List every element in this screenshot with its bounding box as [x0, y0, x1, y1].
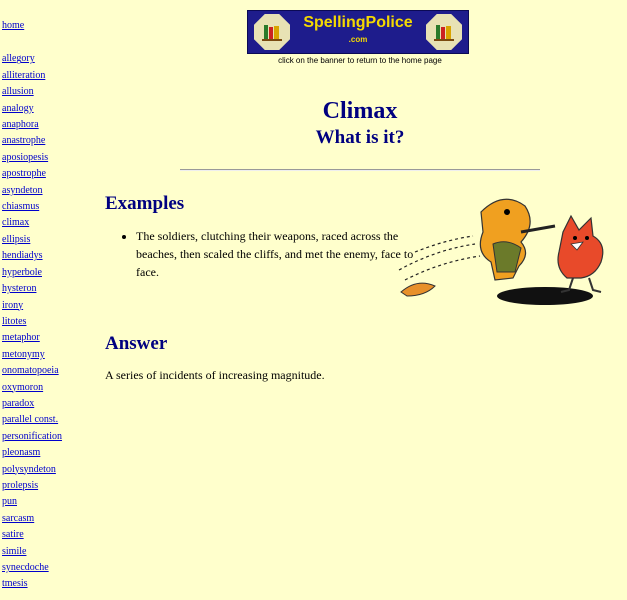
sidebar-link-oxymoron[interactable]: oxymoron: [2, 381, 44, 393]
answer-text: A series of incidents of increasing magnitude.: [105, 368, 325, 382]
sidebar-link-aposiopesis[interactable]: aposiopesis: [2, 151, 49, 163]
sidebar-link-climax[interactable]: climax: [2, 217, 30, 229]
sidebar-link-parallel-const[interactable]: parallel const.: [2, 414, 59, 426]
sidebar-link-personification[interactable]: personification: [2, 430, 62, 442]
example-item: • The soldiers, clutching their weapons, raced across the beaches, then scaled the cliffs, and met the enemy, face to face.: [136, 227, 414, 281]
sidebar-link-ellipsis[interactable]: ellipsis: [2, 233, 31, 245]
sidebar-link-irony[interactable]: irony: [2, 299, 24, 311]
banner-note: click on the banner to return to the home page: [278, 56, 442, 65]
answer-heading: Answer: [105, 333, 168, 354]
sidebar-link-sarcasm[interactable]: sarcasm: [2, 512, 35, 524]
page-subtitle: What is it?: [315, 127, 405, 148]
banner-subtitle: .com: [348, 35, 368, 44]
sidebar-link-metaphor[interactable]: metaphor: [2, 332, 40, 344]
sidebar-home-link[interactable]: home: [2, 20, 25, 31]
sidebar-nav: [2, 18, 92, 593]
sidebar-link-anaphora[interactable]: anaphora: [2, 119, 39, 131]
sidebar-link-polysyndeton[interactable]: polysyndeton: [2, 463, 56, 475]
sidebar-link-tmesis[interactable]: tmesis: [2, 578, 28, 590]
sidebar-link-litotes[interactable]: litotes: [2, 315, 27, 327]
sidebar-link-simile[interactable]: simile: [2, 545, 27, 557]
sidebar-link-hysteron[interactable]: hysteron: [2, 283, 37, 295]
sidebar-link-synecdoche[interactable]: synecdoche: [2, 562, 49, 573]
sidebar-link-satire[interactable]: satire: [2, 529, 24, 541]
sidebar-link-pun[interactable]: pun: [2, 496, 17, 508]
sidebar-link-chiasmus[interactable]: chiasmus: [2, 201, 40, 213]
sidebar-link-anastrophe[interactable]: anastrophe: [2, 135, 46, 147]
banner-title: SpellingPolice: [303, 14, 413, 31]
sidebar-link-allegory[interactable]: allegory: [2, 53, 35, 65]
sidebar-link-hendiadys[interactable]: hendiadys: [2, 250, 43, 262]
sidebar-link-prolepsis[interactable]: prolepsis: [2, 479, 39, 491]
sidebar-link-onomatopoeia[interactable]: onomatopoeia: [2, 365, 59, 377]
sidebar-link-allusion[interactable]: allusion: [2, 86, 34, 98]
page-title: Climax: [322, 98, 398, 124]
examples-heading: Examples: [105, 193, 185, 214]
sidebar-link-analogy[interactable]: analogy: [2, 102, 34, 114]
page-title-block: [180, 96, 540, 150]
sidebar-link-apostrophe[interactable]: apostrophe: [2, 168, 46, 180]
cartoon-illustration: [395, 192, 620, 310]
sidebar-link-alliteration[interactable]: alliteration: [2, 69, 46, 81]
sidebar-link-hyperbole[interactable]: hyperbole: [2, 266, 42, 278]
spellingpolice-banner[interactable]: [247, 10, 469, 54]
sidebar-link-pleonasm[interactable]: pleonasm: [2, 447, 41, 459]
sidebar-link-metonymy[interactable]: metonymy: [2, 348, 45, 360]
examples-list: [118, 227, 414, 281]
sidebar-link-paradox[interactable]: paradox: [2, 397, 35, 409]
sidebar-link-asyndeton[interactable]: asyndeton: [2, 184, 43, 196]
divider: [180, 169, 540, 171]
